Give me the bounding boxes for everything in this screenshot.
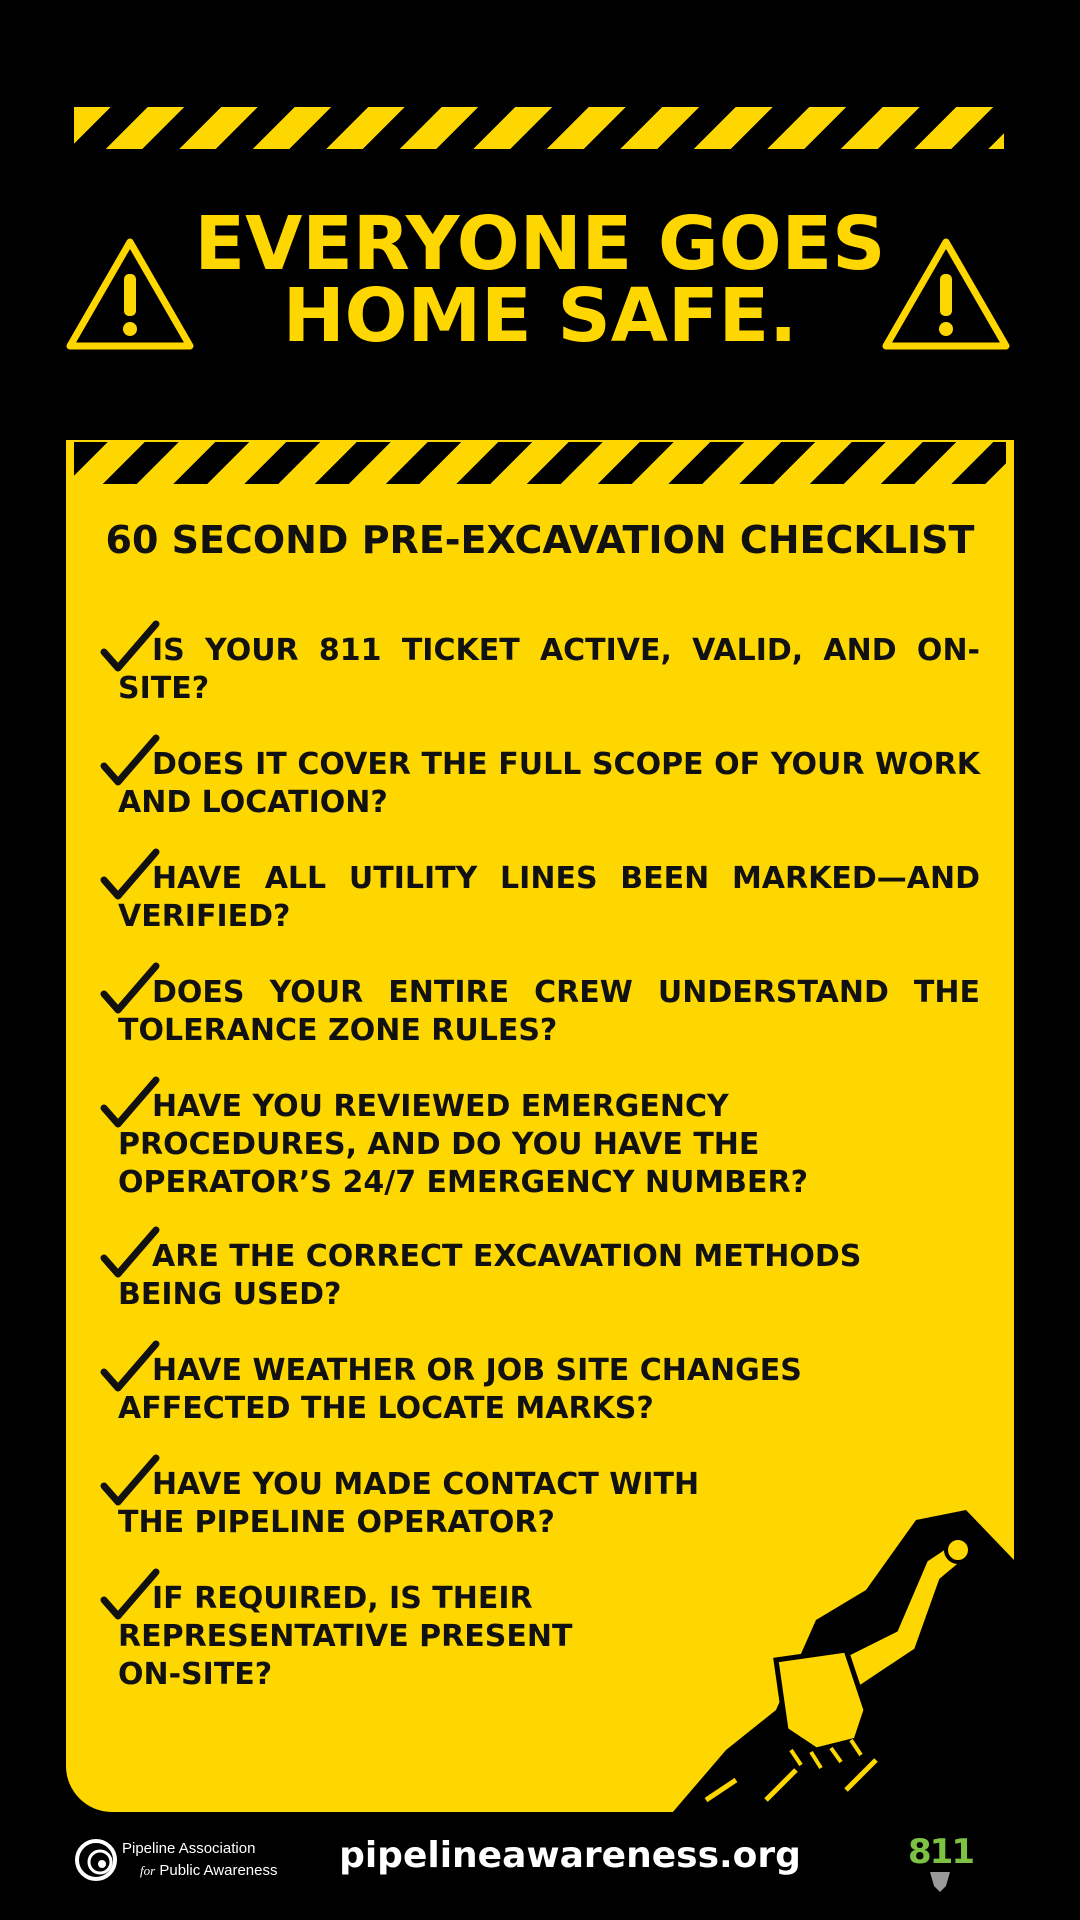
pipeline-association-logo-icon <box>74 1838 118 1882</box>
org-name-public-awareness: Public Awareness <box>159 1862 278 1879</box>
811-badge-number: 811 <box>908 1832 973 1872</box>
checklist-item-text: ARE THE CORRECT EXCAVATION METHODS BEING USED? <box>118 1239 862 1312</box>
checklist-item-text: IS YOUR 811 TICKET ACTIVE, VALID, AND ON-SITE? <box>118 633 980 706</box>
org-name-line-2 <box>140 1862 277 1879</box>
excavator-icon <box>666 1500 1014 1812</box>
website-url[interactable]: pipelineawareness.org <box>339 1835 801 1876</box>
checklist-item-text: DOES IT COVER THE FULL SCOPE OF YOUR WORK AND LOCATION? <box>118 747 980 820</box>
checklist-item-text: DOES YOUR ENTIRE CREW UNDERSTAND THE TOLERANCE ZONE RULES? <box>118 975 980 1048</box>
org-name-for: for <box>140 1863 156 1878</box>
811-badge <box>908 1832 972 1894</box>
checklist-item-text: HAVE WEATHER OR JOB SITE CHANGES AFFECTED THE LOCATE MARKS? <box>118 1353 802 1426</box>
hazard-stripe-top <box>74 107 1004 149</box>
checklist-title: 60 SECOND PRE-EXCAVATION CHECKLIST <box>105 518 975 562</box>
checklist-panel <box>66 440 1014 1812</box>
checklist-item <box>100 616 1000 730</box>
org-name-line-1: Pipeline Association <box>122 1840 256 1857</box>
headline-line-2: HOME SAFE. <box>282 273 798 359</box>
checklist-item-text: HAVE ALL UTILITY LINES BEEN MARKED—AND VERIFIED? <box>118 861 980 934</box>
checklist-item <box>100 958 1000 1072</box>
checklist-item <box>100 730 1000 844</box>
checklist-item <box>100 844 1000 958</box>
shovel-icon <box>926 1872 954 1892</box>
checklist-item-text: IF REQUIRED, IS THEIR REPRESENTATIVE PRESENT ON-SITE? <box>118 1581 573 1692</box>
headline <box>150 201 930 359</box>
checklist-item <box>100 1336 1000 1450</box>
checklist-item <box>100 1072 1000 1222</box>
hazard-stripe-panel <box>74 442 1006 484</box>
checklist-item <box>100 1222 1000 1336</box>
checklist-item-text: HAVE YOU MADE CONTACT WITH THE PIPELINE OPERATOR? <box>118 1467 700 1540</box>
checklist-item-text: HAVE YOU REVIEWED EMERGENCY PROCEDURES, AND DO YOU HAVE THE OPERATOR’S 24/7 EMERGENCY NUMBER? <box>118 1089 809 1200</box>
headline-line-1: EVERYONE GOES <box>194 201 886 287</box>
pipeline-association-logo <box>74 1838 284 1888</box>
